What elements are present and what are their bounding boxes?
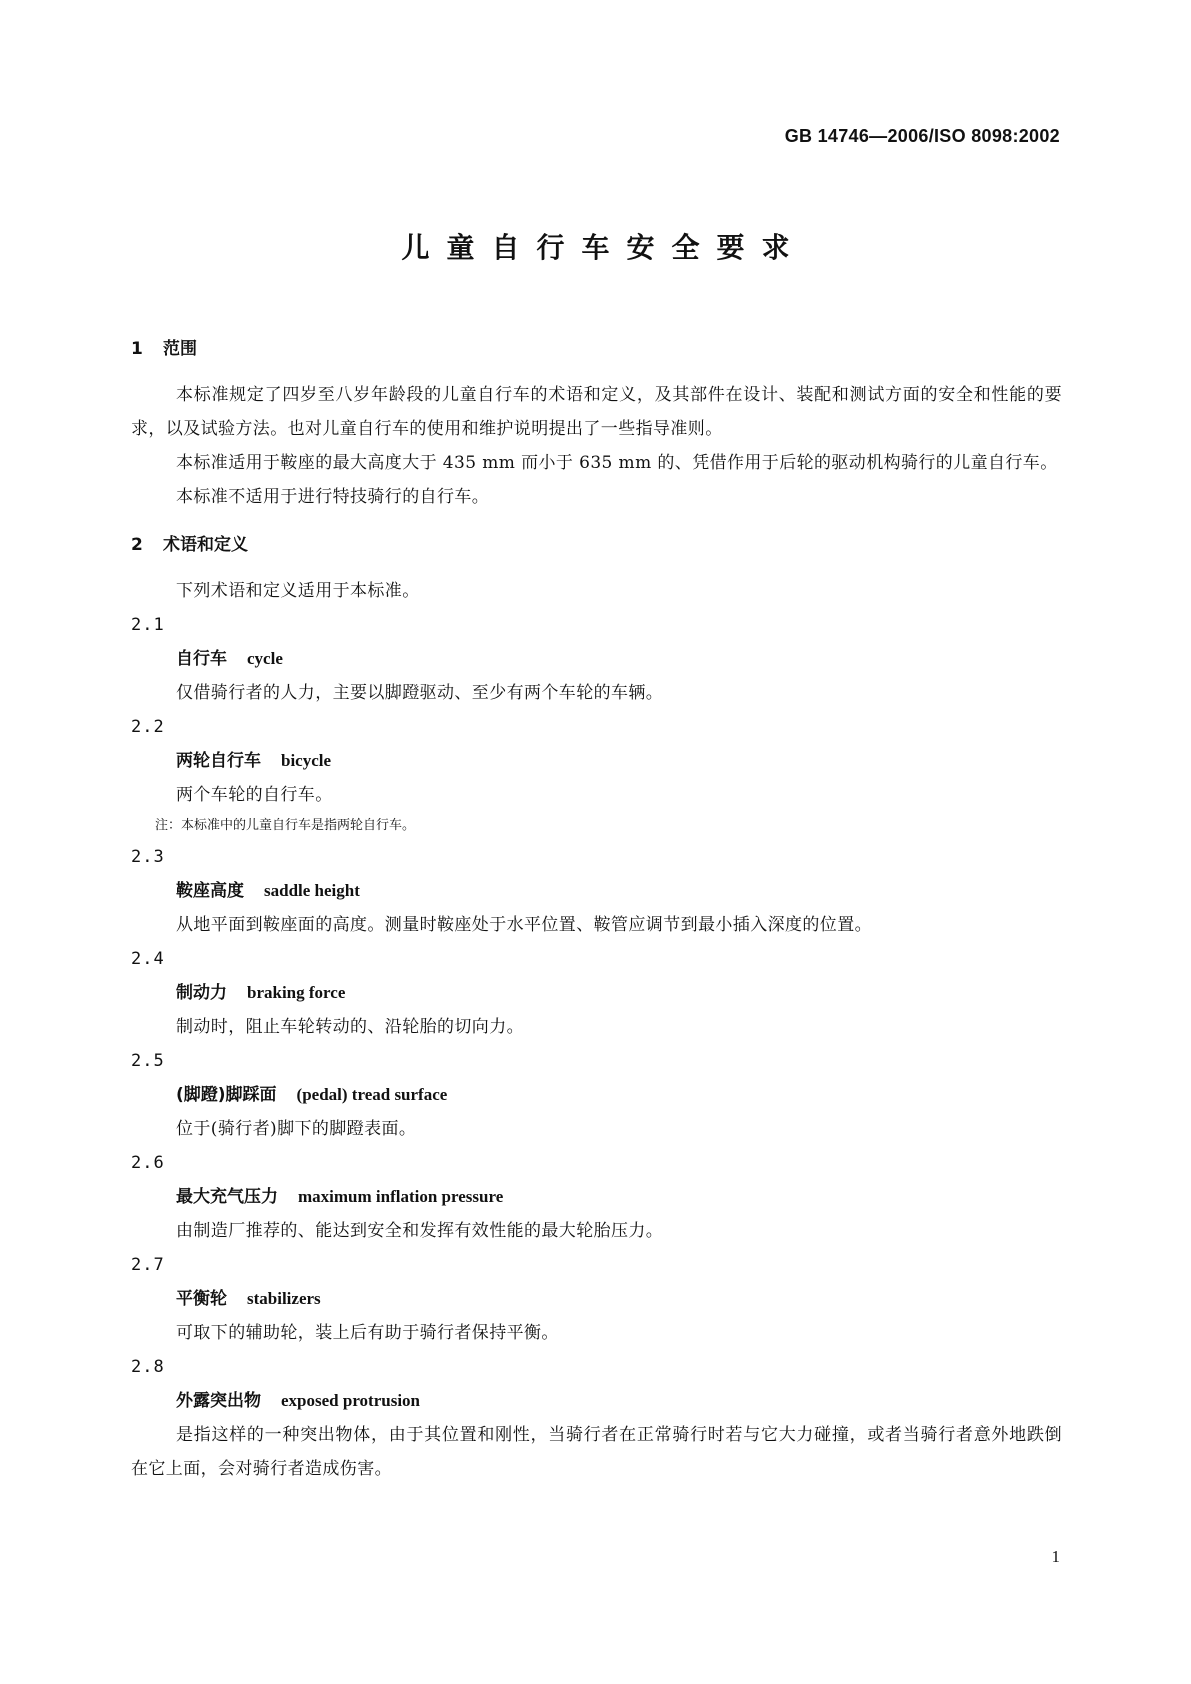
document-title: 儿童自行车安全要求: [401, 231, 807, 264]
term-zh: 两轮自行车: [176, 751, 261, 771]
term-definition: 从地平面到鞍座面的高度。测量时鞍座处于水平位置、鞍管应调节到最小插入深度的位置。: [176, 915, 872, 935]
section-1-heading: [131, 332, 1062, 366]
clause-number: 2.4: [131, 949, 165, 969]
section-2-number: 2: [131, 535, 143, 555]
term-zh: 平衡轮: [176, 1289, 227, 1309]
term-zh: (脚蹬)脚踩面: [176, 1085, 277, 1105]
section-1-title: 范围: [163, 339, 197, 359]
scope-paragraph-2: 本标准适用于鞍座的最大高度大于 435 mm 而小于 635 mm 的、凭借作用于后轮的驱动机构骑行的儿童自行车。: [176, 453, 1058, 473]
term-en: cycle: [247, 649, 283, 668]
term-definition: 仅借骑行者的人力，主要以脚蹬驱动、至少有两个车轮的车辆。: [176, 683, 664, 703]
term-definition: 由制造厂推荐的、能达到安全和发挥有效性能的最大轮胎压力。: [176, 1221, 664, 1241]
term-en: (pedal) tread surface: [296, 1085, 448, 1104]
term-definition: 制动时，阻止车轮转动的、沿轮胎的切向力。: [176, 1017, 524, 1037]
term-en: braking force: [247, 983, 346, 1002]
clause-number: 2.3: [131, 847, 165, 867]
term-heading: [131, 874, 1062, 908]
scope-paragraph-1: 本标准规定了四岁至八岁年龄段的儿童自行车的术语和定义，及其部件在设计、装配和测试方面的安全和性能的要求，以及试验方法。也对儿童自行车的使用和维护说明提出了一些指导准则。: [131, 385, 1062, 439]
term-heading: [131, 1078, 1062, 1112]
term-en: stabilizers: [247, 1289, 321, 1308]
term-definition: 可取下的辅助轮，装上后有助于骑行者保持平衡。: [176, 1323, 559, 1343]
term-zh: 鞍座高度: [176, 881, 244, 901]
term-definition: 位于(骑行者)脚下的脚蹬表面。: [176, 1119, 417, 1139]
term-zh: 外露突出物: [176, 1391, 261, 1411]
term-en: saddle height: [264, 881, 360, 900]
section-1-number: 1: [131, 339, 143, 359]
term-note: 注：本标准中的儿童自行车是指两轮自行车。: [155, 818, 416, 833]
clause-number: 2.1: [131, 615, 165, 635]
term-heading: [131, 1282, 1062, 1316]
term-heading: [131, 642, 1062, 676]
term-en: bicycle: [281, 751, 332, 770]
term-en: maximum inflation pressure: [298, 1187, 504, 1206]
clause-number: 2.6: [131, 1153, 165, 1173]
term-heading: [131, 1180, 1062, 1214]
clause-number: 2.8: [131, 1357, 165, 1377]
clause-number: 2.7: [131, 1255, 165, 1275]
term-heading: [131, 976, 1062, 1010]
clause-number: 2.5: [131, 1051, 165, 1071]
term-zh: 最大充气压力: [176, 1187, 278, 1207]
term-zh: 自行车: [176, 649, 227, 669]
term-heading: [131, 744, 1062, 778]
page-number: 1: [1051, 1547, 1060, 1566]
term-en: exposed protrusion: [281, 1391, 421, 1410]
definitions-intro: 下列术语和定义适用于本标准。: [176, 581, 420, 601]
document-body: [131, 332, 1062, 1486]
section-2-heading: [131, 528, 1062, 562]
section-2-title: 术语和定义: [163, 535, 248, 555]
standard-code: GB 14746—2006/ISO 8098:2002: [784, 126, 1060, 146]
term-definition: 两个车轮的自行车。: [176, 785, 333, 805]
term-definition: 是指这样的一种突出物体，由于其位置和刚性，当骑行者在正常骑行时若与它大力碰撞，或者当骑行者意外地跌倒在它上面，会对骑行者造成伤害。: [131, 1425, 1062, 1479]
scope-paragraph-3: 本标准不适用于进行特技骑行的自行车。: [176, 487, 490, 507]
term-zh: 制动力: [176, 983, 227, 1003]
clause-number: 2.2: [131, 717, 165, 737]
term-heading: [131, 1384, 1062, 1418]
